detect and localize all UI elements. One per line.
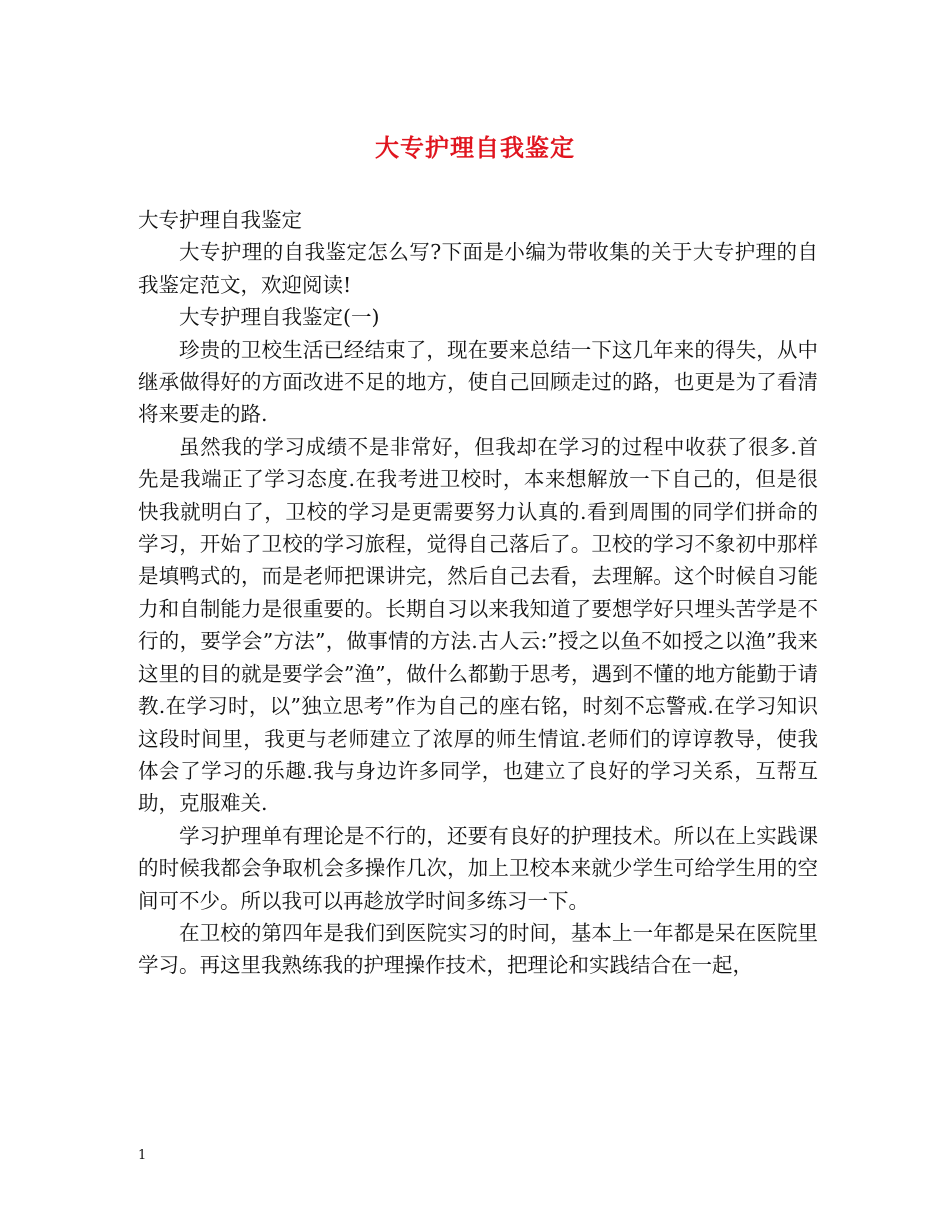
paragraph-2: 虽然我的学习成绩不是非常好，但我却在学习的过程中收获了很多.首先是我端正了学习态度.在我考进卫校时，本来想解放一下自己的，但是很快我就明白了，卫校的学习是更需要努力认真的.看到周围的同学们拼命的学习，开始了卫校的学习旅程，觉得自己落后了。卫校的学习不象初中那样是填鸭式的，而是老师把课讲完，然后自己去看，去理解。这个时候自习能力和自制能力是很重要的。长期自习以来我知道了要想学好只埋头苦学是不行的，要学会”方法”，做事情的方法.古人云:”授之以鱼不如授之以渔”我来这里的目的就是要学会”渔”，做什么都勤于思考，遇到不懂的地方能勤于请教.在学习时，以”独立思考”作为自己的座右铭，时刻不忘警戒.在学习知识这段时间里，我更与老师建立了浓厚的师生情谊.老师们的谆谆教导，使我体会了学习的乐趣.我与身边许多同学，也建立了良好的学习关系，互帮互助，克服难关. xyxy=(138,434,818,816)
paragraph-3: 学习护理单有理论是不行的，还要有良好的护理技术。所以在上实践课的时候我都会争取机会多操作几次，加上卫校本来就少学生可给学生用的空间可不少。所以我可以再趁放学时间多练习一下。 xyxy=(138,823,818,913)
section-heading: 大专护理自我鉴定(一) xyxy=(179,305,380,330)
page-number: 1 xyxy=(138,1148,147,1163)
paragraph-1: 珍贵的卫校生活已经结束了，现在要来总结一下这几年来的得失，从中继承做得好的方面改进不足的地方，使自己回顾走过的路，也更是为了看清将来要走的路. xyxy=(138,337,818,427)
document-body xyxy=(138,204,818,982)
paragraph-intro: 大专护理的自我鉴定怎么写?下面是小编为带收集的关于大专护理的自我鉴定范文，欢迎阅读! xyxy=(138,240,818,297)
heading-line: 大专护理自我鉴定 xyxy=(138,208,302,232)
document-title: 大专护理自我鉴定 xyxy=(375,133,575,162)
paragraph-4: 在卫校的第四年是我们到医院实习的时间，基本上一年都是呆在医院里学习。再这里我熟练我的护理操作技术，把理论和实践结合在一起， xyxy=(138,920,818,978)
